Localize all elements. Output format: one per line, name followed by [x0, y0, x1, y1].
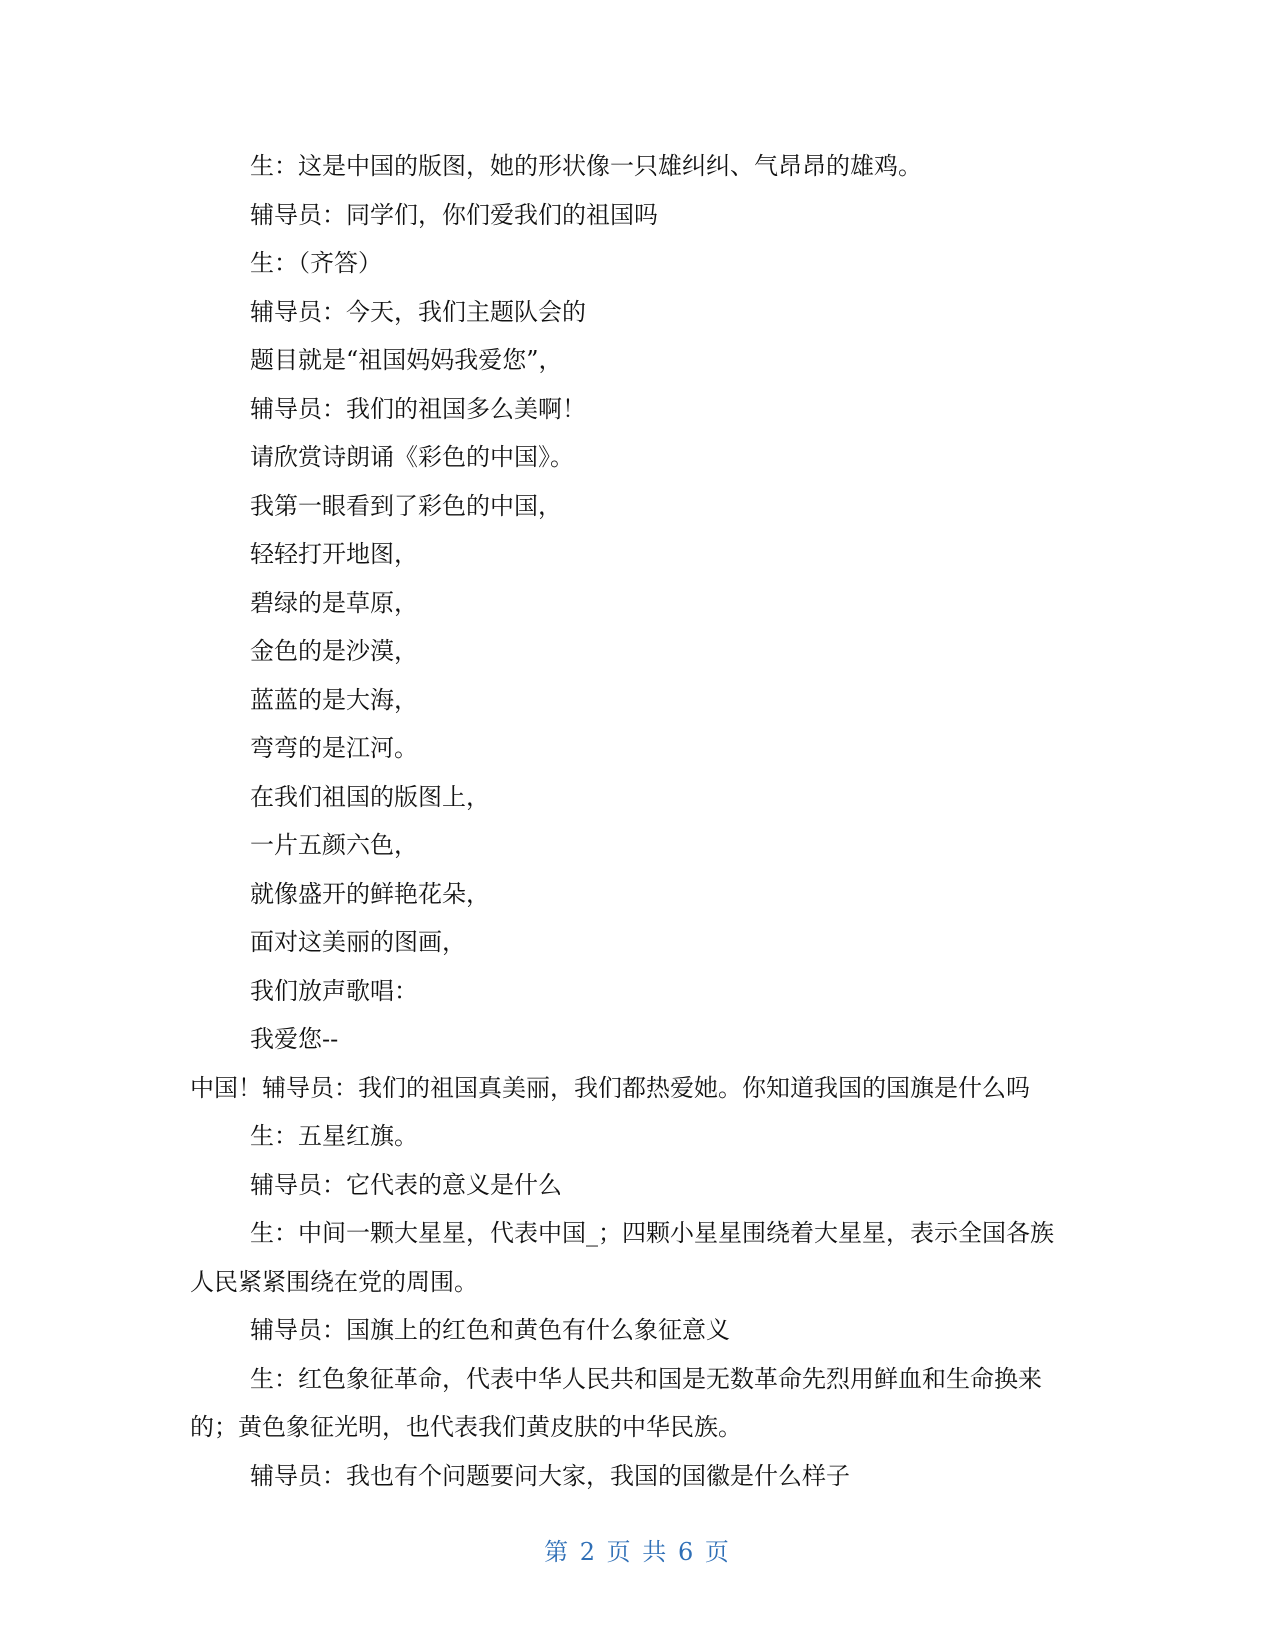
- poem-line: 面对这美丽的图画，: [250, 928, 466, 956]
- poem-line: 我第一眼看到了彩色的中国，: [250, 491, 562, 520]
- paragraph-line: 生：中间一颗大星星，代表中国_；四颗小星星围绕着大星星，表示全国各族: [250, 1219, 1054, 1247]
- poem-line: 我们放声歌唱：: [250, 976, 418, 1005]
- page-number-footer: 第 2 页 共 6 页: [544, 1538, 731, 1566]
- paragraph-line: 生：红色象征革命，代表中华人民共和国是无数革命先烈用鲜血和生命换来: [250, 1364, 1042, 1393]
- poem-line: 弯弯的是江河。: [250, 734, 418, 762]
- document-body: [190, 142, 1090, 1500]
- paragraph-line: 题目就是“祖国妈妈我爱您”，: [250, 346, 563, 374]
- poem-line: 碧绿的是草原，: [250, 588, 418, 617]
- paragraph-line: 生：（齐答）: [250, 249, 382, 277]
- poem-line: 在我们祖国的版图上，: [250, 782, 490, 811]
- paragraph-line: 辅导员：我也有个问题要问大家，我国的国徽是什么样子: [250, 1461, 850, 1490]
- paragraph-line: 辅导员：我们的祖国多么美啊！: [250, 394, 586, 423]
- paragraph-line: 请欣赏诗朗诵《彩色的中国》。: [250, 443, 574, 471]
- paragraph-line: 辅导员：它代表的意义是什么: [250, 1170, 562, 1199]
- poem-line: 就像盛开的鲜艳花朵，: [250, 879, 490, 908]
- paragraph-line: 生：五星红旗。: [250, 1122, 418, 1150]
- paragraph-line: 辅导员：今天，我们主题队会的: [250, 297, 586, 326]
- paragraph-line: 生：这是中国的版图，她的形状像一只雄纠纠、气昂昂的雄鸡。: [250, 152, 922, 180]
- poem-line: 我爱您--: [250, 1025, 339, 1053]
- paragraph-line: 辅导员：国旗上的红色和黄色有什么象征意义: [250, 1316, 730, 1344]
- paragraph-line: 辅导员：同学们，你们爱我们的祖国吗: [250, 200, 658, 229]
- poem-line: 轻轻打开地图，: [250, 540, 418, 568]
- poem-line: 金色的是沙漠，: [250, 637, 418, 665]
- poem-line: 蓝蓝的是大海，: [250, 685, 418, 714]
- paragraph-line: 中国！辅导员：我们的祖国真美丽，我们都热爱她。你知道我国的国旗是什么吗: [190, 1073, 1030, 1102]
- paragraph-line: 人民紧紧围绕在党的周围。: [190, 1267, 478, 1296]
- poem-line: 一片五颜六色，: [250, 831, 418, 859]
- paragraph-line: 的；黄色象征光明，也代表我们黄皮肤的中华民族。: [190, 1413, 742, 1441]
